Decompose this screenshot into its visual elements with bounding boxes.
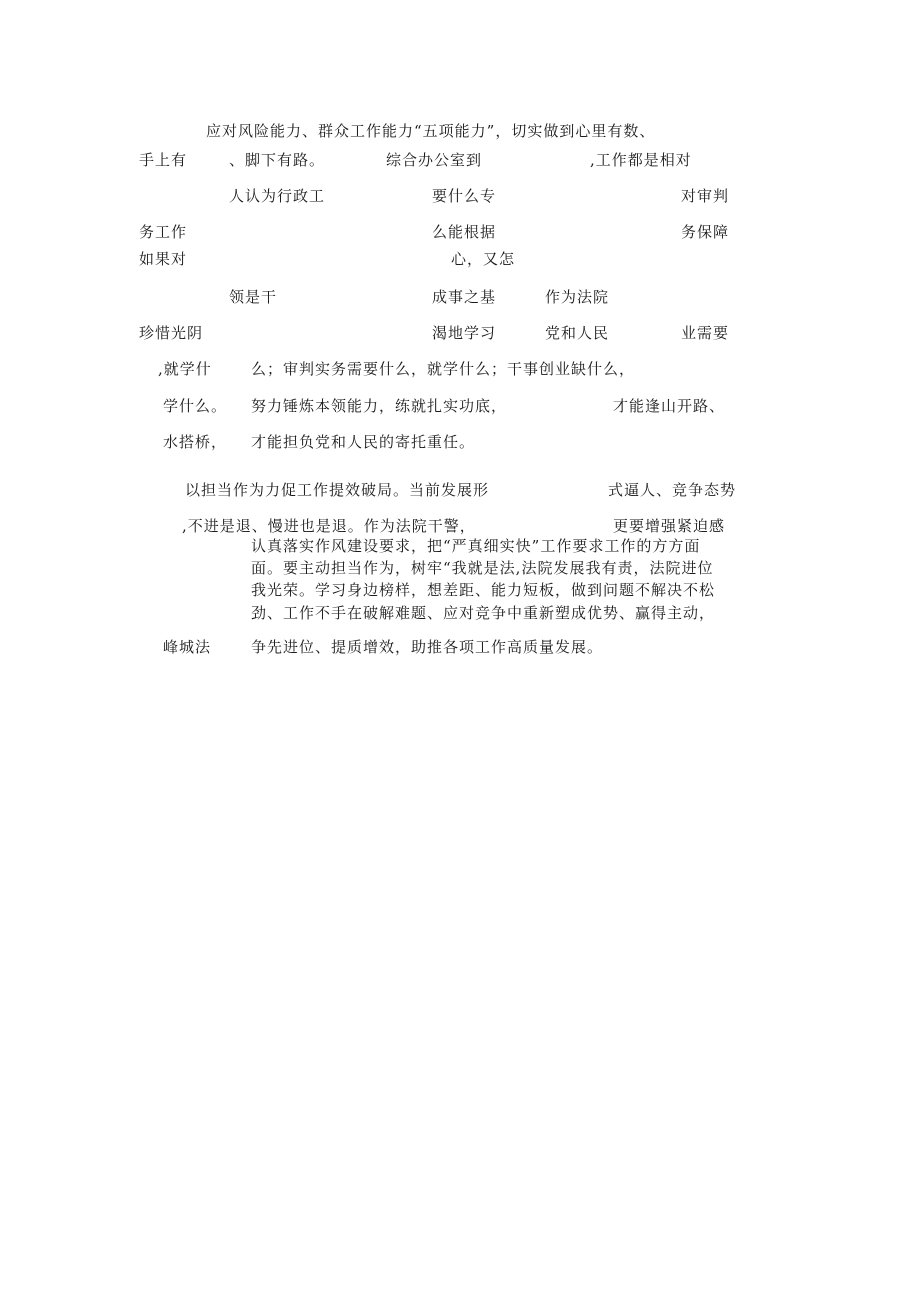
text-fragment: 劲、工作不手在破解难题、应对竞争中重新塑成优势、赢得主动，	[251, 604, 716, 622]
text-fragment: 我光荣。学习身边榜样，想差距、能力短板，做到问题不解决不松	[251, 581, 716, 599]
text-fragment: 综合办公室到	[386, 151, 483, 169]
text-fragment: 认真落实作风建设要求，把“严真细实快”工作要求工作的方方面	[251, 537, 701, 555]
text-fragment: 要什么专	[432, 187, 497, 205]
text-fragment: 领是干	[229, 288, 278, 306]
text-fragment: ,工作都是相对	[590, 151, 692, 169]
text-fragment: 手上有	[139, 151, 188, 169]
text-fragment: 以担当作为力促工作提效破局。当前发展形	[185, 481, 490, 499]
text-fragment: 务保障	[681, 223, 730, 241]
text-fragment: 才能担负党和人民的寄托重任。	[251, 433, 476, 451]
text-fragment: 争先进位、提质增效，助推各项工作高质量发展。	[251, 638, 604, 656]
text-fragment: 面。要主动担当作为，树牢“我就是法,法院发展我有责，法院进位	[251, 559, 714, 577]
text-fragment: 努力锤炼本领能力，练就扎实功底，	[251, 397, 508, 415]
text-fragment: 人认为行政工	[229, 187, 326, 205]
text-fragment: 业需要	[681, 324, 730, 342]
text-fragment: 、脚下有路。	[229, 151, 326, 169]
text-fragment: 心，又怎	[451, 250, 516, 268]
text-fragment: 峰城法	[163, 638, 212, 656]
text-fragment: 成事之基	[432, 288, 497, 306]
text-fragment: 学什么。	[163, 397, 228, 415]
text-fragment: 党和人民	[545, 324, 610, 342]
text-fragment: 作为法院	[545, 288, 610, 306]
text-fragment: ,就学什	[158, 360, 212, 378]
text-fragment: 更要增强紧迫感	[613, 517, 726, 535]
text-fragment: 渴地学习	[432, 324, 497, 342]
text-fragment: 水搭桥，	[163, 433, 228, 451]
text-fragment: 务工作	[139, 223, 188, 241]
text-fragment: 式逼人、竞争态势	[608, 481, 737, 499]
text-fragment: 应对风险能力、群众工作能力“五项能力”，切实做到心里有数、	[206, 122, 656, 140]
text-fragment: 么能根据	[432, 223, 497, 241]
text-fragment: 对审判	[681, 187, 730, 205]
text-fragment: 珍惜光阴	[139, 324, 204, 342]
text-fragment: 么；审判实务需要什么，就学什么；干事创业缺什么，	[251, 360, 636, 378]
text-fragment: 才能逢山开路、	[613, 397, 726, 415]
text-fragment: ,不进是退、慢进也是退。作为法院干警，	[182, 517, 476, 535]
text-fragment: 如果对	[139, 250, 188, 268]
